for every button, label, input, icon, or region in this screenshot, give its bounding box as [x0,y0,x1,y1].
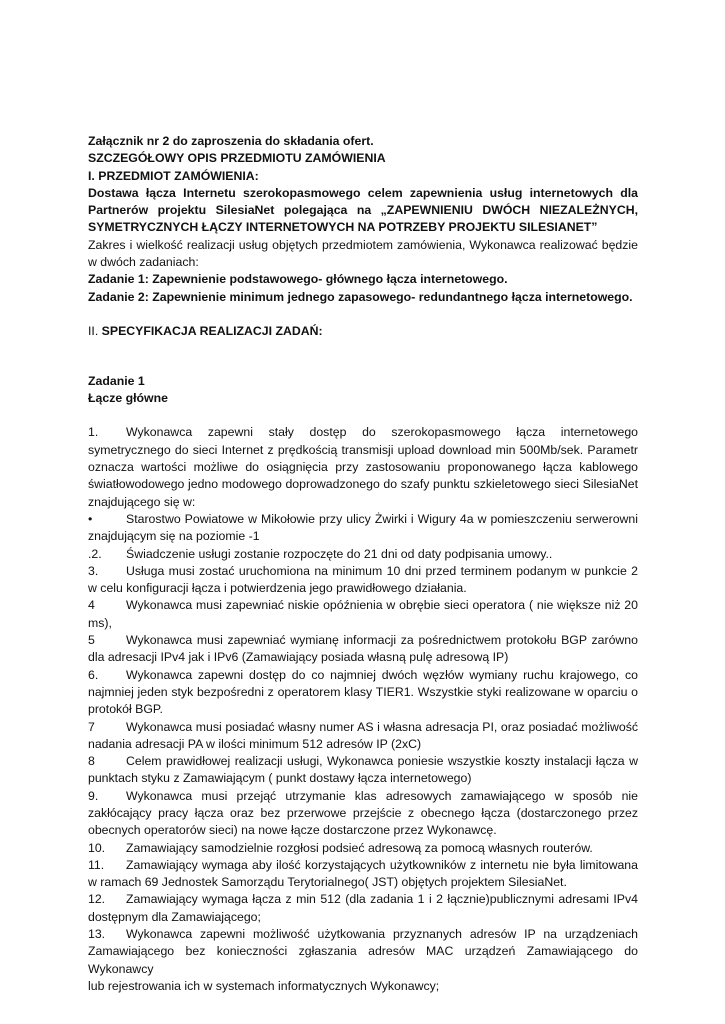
list-item-number: 12. [88,892,106,907]
attachment-line: Załącznik nr 2 do zaproszenia do składania ofert. [88,134,374,148]
list-item-line: protokół BGP. [88,702,163,717]
section-number: II. [88,324,102,339]
list-item-text: Usługa musi zostać uruchomiona na minimum 10 dni przed terminem podanym w punkcie 2 [126,563,638,578]
list-item-number: 7 [88,719,95,734]
list-item-line [88,563,638,580]
list-item-line: najmniej jeden styk bezpośredni z operatorem klasy TIER1. Wszystkie styki realizowane w oparciu o [88,684,638,699]
section-title: SPECYFIKACJA REALIZACJI ZADAŃ: [101,324,323,339]
list-item-text: Wykonawca zapewni stały dostęp do szerokopasmowego łącza internetowego [126,425,638,440]
scope-line: w dwóch zadaniach: [88,255,199,270]
list-item-text: Zamawiający wymaga aby ilość korzystających użytkowników z internetu nie była limitowana [126,857,638,872]
task-subheading: Łącze główne [88,390,168,405]
list-item-line [88,840,638,857]
list-item-line [88,667,638,684]
list-item-line [88,597,638,614]
list-item-text: Wykonawca musi posiadać własny numer AS i własna adresacja PI, oraz posiadać możliwość [126,719,638,734]
list-item-text: Wykonawca zapewni możliwość użytkowania przyznanych adresów IP na urządzeniach [126,927,638,942]
list-item-line [88,511,638,528]
section-heading-2 [88,323,638,340]
list-item-number: 1. [88,425,99,440]
list-item-number: 6. [88,667,99,682]
document-title: SZCZEGÓŁOWY OPIS PRZEDMIOTU ZAMÓWIENIA [88,151,386,166]
list-item-text: Zamawiający samodzielnie rozgłosi podsieć adresową za pomocą własnych routerów. [126,840,593,855]
list-item-line: nadania adresacji PA w ilości minimum 512 adresów IP (2xC) [88,736,422,751]
intro-line: Partnerów projektu SilesiaNet polegająca na „ZAPEWNIENIU DWÓCH NIEZALEŻNYCH, [88,203,638,218]
list-item-number: 9. [88,788,99,803]
list-item-line: dostępnym dla Zamawiającego; [88,909,261,924]
list-item-line: lub rejestrowania ich w systemach informatycznych Wykonawcy; [88,978,440,993]
list-item-number: .2. [88,546,102,561]
list-item-text: Starostwo Powiatowe w Mikołowie przy ulicy Żwirki i Wigury 4a w pomieszczeniu serwerowni [126,511,638,526]
list-item-line: obecnych operatorów sieci) na nowe łącze dostarczone przez Wykonawcę. [88,823,497,838]
intro-line: Dostawa łącza Internetu szerokopasmowego celem zapewnienia usług internetowych dla [88,185,638,200]
list-item-line: Zamawiającego bez konieczności zgłaszania adresów MAC urządzeń Zamawiającego do Wykonawcy [88,944,638,976]
list-item-line [88,632,638,649]
list-item-line [88,546,638,563]
list-item-number: 3. [88,563,99,578]
task-2-summary: Zadanie 2: Zapewnienie minimum jednego zapasowego- redundantnego łącza internetowego. [88,289,633,304]
list-item-number: • [88,511,93,526]
list-item-text: Celem prawidłowej realizacji usługi, Wykonawca poniesie wszystkie koszty instalacji łącza w [126,754,638,769]
list-item-number: 13. [88,927,106,942]
list-item-number: 5 [88,633,95,648]
list-item-line: w celu konfiguracji łącza i potwierdzenia jego prawidłowego działania. [88,581,467,596]
list-item-line [88,753,638,770]
list-item-line [88,788,638,805]
list-item-line: oznacza wartości możliwe do osiągnięcia przy zastosowaniu proponowanego łącza kablowego [88,460,638,475]
list-item-line [88,424,638,441]
list-item-line: dla adresacji IPv4 jak i IPv6 (Zamawiający posiada własną pulę adresową IP) [88,650,509,665]
list-item-number: 4 [88,598,95,613]
list-item-line [88,926,638,943]
list-item-line [88,891,638,908]
list-item-number: 8 [88,754,95,769]
list-item-line: w ramach 69 Jednostek Samorządu Terytorialnego( JST) objętych projektem SilesiaNet. [88,875,567,890]
list-item-number: 10. [88,840,106,855]
list-item-text: Wykonawca musi zapewniać wymianę informacji za pośrednictwem protokołu BGP zarówno [126,633,638,648]
list-item-text: Zamawiający wymaga łącza z min 512 (dla zadania 1 i 2 łącznie)publicznymi adresami IPv4 [126,892,638,907]
list-item-line: ms), [88,615,112,630]
list-item-line [88,857,638,874]
task-1-summary: Zadanie 1: Zapewnienie podstawowego- głównego łącza internetowego. [88,272,508,287]
list-item-line: punktach styku z Zamawiającym ( punkt dostawy łącza internetowego) [88,771,472,786]
list-item-text: Wykonawca musi przejąć utrzymanie klas adresowych zamawiającego w sposób nie [126,788,638,803]
list-item-text: Świadczenie usługi zostanie rozpoczęte do 21 dni od daty podpisania umowy.. [126,546,553,561]
section-heading-1: I. PRZEDMIOT ZAMÓWIENIA: [88,168,259,183]
list-item-line: symetrycznego do sieci Internet z prędkością transmisji upload download min 500Mb/sek. Parametr [88,442,638,457]
list-item-number: 11. [88,857,105,872]
list-item-text: Wykonawca zapewni dostęp do co najmniej dwóch węzłów wymiany ruchu krajowego, co [126,667,638,682]
list-item-text: Wykonawca musi zapewniać niskie opóźnienia w obrębie sieci operatora ( nie większe niż 20 [126,598,638,613]
requirements-list [88,424,638,995]
document-page [88,133,638,995]
task-heading: Zadanie 1 [88,373,145,388]
scope-line: Zakres i wielkość realizacji usług objętych przedmiotem zamówienia, Wykonawca realizować będzie [88,237,638,252]
list-item-line: zakłócający pracy łącza oraz bez przerwowe przejście z obecnego łącza (dostarczonego przez [88,805,638,820]
list-item-line: znajdującego się w: [88,494,196,509]
intro-line: SYMETRYCZNYCH ŁĄCZY INTERNETOWYCH NA POTRZEBY PROJEKTU SILESIANET” [88,220,598,235]
list-item-line: znajdującym się na poziomie -1 [88,529,260,544]
list-item-line: światłowodowego jedno modowego doprowadzonego do szafy punktu szkieletowego sieci SilesiaNet [88,477,638,492]
list-item-line [88,719,638,736]
